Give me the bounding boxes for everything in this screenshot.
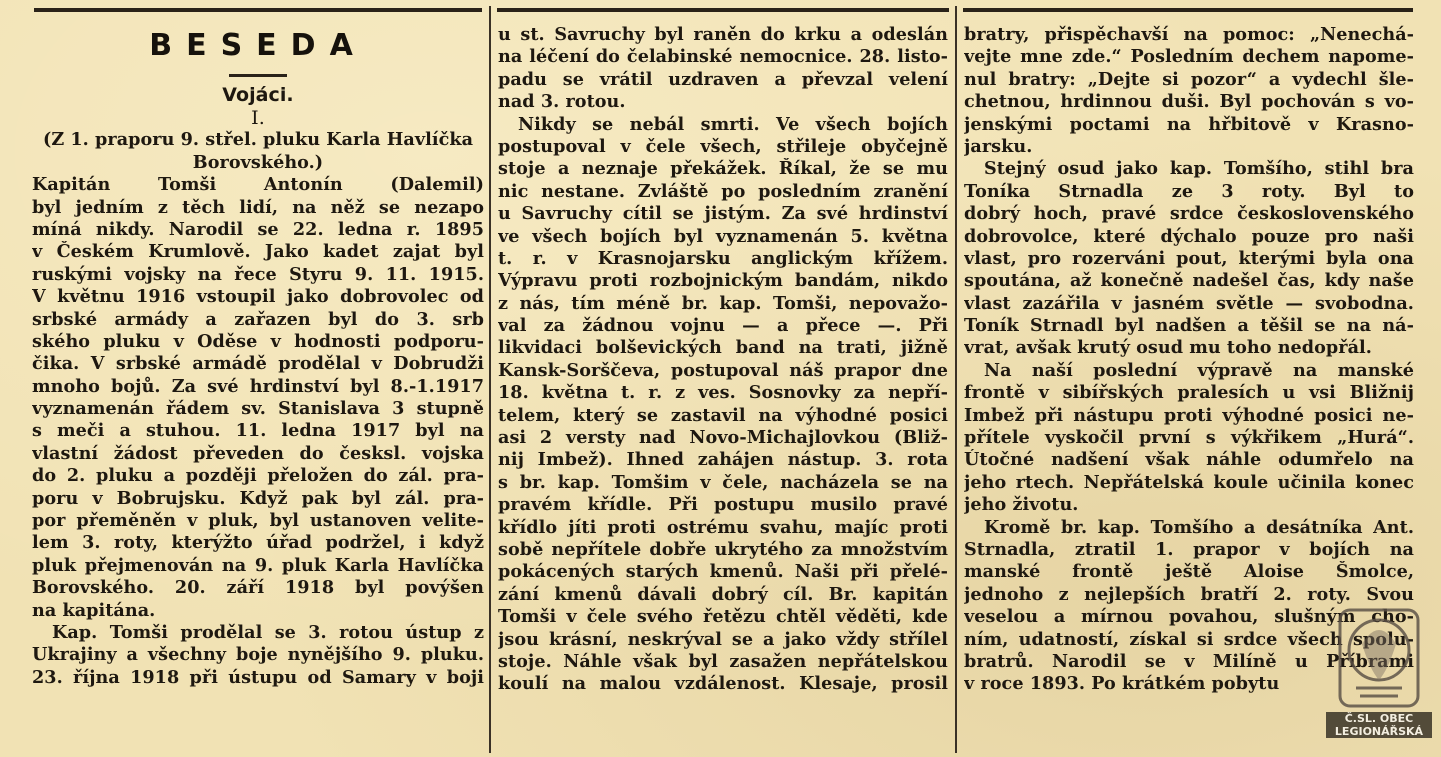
text-line: V květnu 1916 vstoupil jako dobrovolec od bbox=[32, 286, 484, 308]
text-line: stoje. Náhle však byl zasažen nepřátelskou bbox=[498, 650, 948, 672]
text-line: Tomši v čele svého řetězu chtěl věděti, kde bbox=[498, 606, 948, 628]
text-line: křídlo jíti proti ostrému svahu, majíc proti bbox=[498, 516, 948, 538]
text-line: Kromě br. kap. Tomšího a desátníka Ant. bbox=[984, 516, 1414, 538]
text-line: v roce 1893. Po krátkém pobytu bbox=[964, 673, 1280, 695]
text-line: míná nikdy. Narodil se 22. ledna r. 1895 bbox=[32, 218, 484, 240]
text-line: frontě v sibířských pralesích u vsi Bližnij bbox=[964, 382, 1414, 404]
text-line: ve všech bojích byl vyznamenán 5. května bbox=[498, 225, 948, 247]
column-2 bbox=[498, 24, 948, 696]
text-line: vejte mne zde.“ Posledním dechem napome- bbox=[964, 46, 1414, 68]
text-line: poru v Bobrujsku. Když pak byl zál. pra- bbox=[32, 487, 484, 509]
text-line: nad 3. rotou. bbox=[498, 91, 626, 113]
text-line: Útočné nadšení však náhle odumřelo na bbox=[964, 449, 1414, 471]
top-rule bbox=[963, 8, 1413, 12]
text-line: ním, udatností, získal si srdce všech spolu- bbox=[964, 628, 1414, 650]
text-line: nul bratry: „Dejte si pozor“ a vydechl šle- bbox=[964, 68, 1414, 90]
text-line: s meči a stuhou. 11. ledna 1917 byl na bbox=[32, 420, 484, 442]
text-line: likvidaci bolševických band na trati, jižně bbox=[498, 337, 948, 359]
text-line: pluk přejmenován na 9. pluk Karla Havlíčka bbox=[32, 554, 484, 576]
text-line: stoje a neznaje překážek. Říkal, že se mu bbox=[498, 158, 948, 180]
text-line: Kansk-Sorščeva, postupoval náš prapor dne bbox=[498, 359, 948, 381]
text-line: sobě nepřítele dobře ukrytého za množstvím bbox=[498, 538, 948, 560]
text-line: pokácených starých kmenů. Naši při přelé- bbox=[498, 561, 948, 583]
text-line: Toník Strnadl byl nadšen a těšil se na ná- bbox=[964, 315, 1414, 337]
text-line: z nás, tím méně br. kap. Tomši, nepovažo- bbox=[498, 292, 948, 314]
text-line: do 2. pluku a později přeložen do zál. pra- bbox=[32, 465, 484, 487]
title-rule bbox=[229, 74, 287, 77]
text-line: Kap. Tomši prodělal se 3. rotou ústup z bbox=[52, 621, 484, 643]
text-line: byl jedním z těch lidí, na něž se nezapo bbox=[32, 196, 484, 218]
text-line: srbské armády a zařazen byl do 3. srb bbox=[32, 308, 484, 330]
text-line: nij Imbež). Ihned zahájen nástup. 3. rota bbox=[498, 449, 948, 471]
text-line: na léčení do čelabinské nemocnice. 28. listo- bbox=[498, 46, 948, 68]
text-line: jeho životu. bbox=[964, 494, 1079, 516]
text-line: lem 3. roty, kterýžto úřad podržel, i když bbox=[32, 532, 484, 554]
text-line: jsou krásní, neskrýval se a jako vždy střílel bbox=[498, 628, 948, 650]
text-line: vrat, avšak krutý osud mu toho nedopřál. bbox=[964, 337, 1372, 359]
text-line: přítele vyskočil první s výkřikem „Hurá“. bbox=[964, 427, 1414, 449]
column-1-body bbox=[32, 129, 484, 689]
text-line: jeho rtech. Nepřátelská koule učinila konec bbox=[964, 471, 1414, 493]
text-line: 18. května t. r. z ves. Sosnovky za nepří- bbox=[498, 382, 948, 404]
text-line: na kapitána. bbox=[32, 599, 156, 621]
text-line: vlast, pro rozerváni pout, kterými byla ona bbox=[964, 247, 1414, 269]
text-line: jednoho z nejlepších bratří 2. roty. Svou bbox=[964, 583, 1414, 605]
text-line: telem, který se zastavil na výhodné posici bbox=[498, 404, 948, 426]
text-line: čika. V srbské armádě prodělal v Dobrudži bbox=[32, 353, 484, 375]
text-line: manské frontě ještě Aloise Šmolce, bbox=[964, 561, 1414, 583]
text-line: Toníka Strnadla ze 3 roty. Byl to bbox=[964, 180, 1414, 202]
text-line: zání kmenů dávali dobrý cíl. Br. kapitán bbox=[498, 583, 948, 605]
stamp-label bbox=[1326, 712, 1432, 738]
text-line: chetnou, hrdinnou duši. Byl pochován s vo- bbox=[964, 91, 1414, 113]
text-line: s br. kap. Tomšim v čele, nacházela se na bbox=[498, 471, 948, 493]
text-line: Kapitán Tomši Antonín (Dalemil) bbox=[32, 174, 484, 196]
text-line: Stejný osud jako kap. Tomšího, stihl bra bbox=[984, 158, 1414, 180]
column-2-body bbox=[498, 24, 948, 696]
text-line: veselou a mírnou povahou, slušným cho- bbox=[964, 606, 1414, 628]
text-line: val za žádnou vojnu — a přece —. Při bbox=[498, 315, 948, 337]
text-line: bratry, přispěchavší na pomoc: „Nenechá- bbox=[964, 24, 1414, 45]
text-line: Imbež při nástupu proti výhodné posici ne- bbox=[964, 404, 1414, 426]
text-line: Výpravu proti rozbojnickým bandám, nikdo bbox=[498, 270, 948, 292]
text-line: dobrovolce, které dýchalo pouze pro naši bbox=[964, 225, 1414, 247]
text-line: ruskými vojsky na řece Styru 9. 11. 1915. bbox=[32, 263, 484, 285]
stamp-line-1: Č.SL. OBEC bbox=[1344, 712, 1414, 725]
stamp-line-2: LEGIONÁŘSKÁ bbox=[1334, 725, 1424, 738]
text-line: vlastní žádost převeden do česksl. vojska bbox=[32, 442, 484, 464]
column-separator bbox=[955, 6, 957, 753]
top-rule bbox=[497, 8, 949, 12]
text-line: spoutána, až konečně nadešel čas, kdy naše bbox=[964, 270, 1414, 292]
text-line: Ukrajiny a všechny boje nynějšího 9. pluku. bbox=[32, 644, 484, 666]
top-rule bbox=[34, 8, 482, 12]
text-line: Borovského.) bbox=[192, 151, 324, 173]
text-line: jenskými poctami na hřbitově v Krasno- bbox=[964, 113, 1414, 135]
column-separator bbox=[489, 6, 491, 753]
text-line: bratrů. Narodil se v Milíně u Příbrami bbox=[964, 650, 1414, 672]
text-line: pravém křídle. Při postupu musilo pravé bbox=[498, 494, 948, 516]
text-line: v Českém Krumlově. Jako kadet zajat byl bbox=[32, 241, 484, 263]
text-line: 23. října 1918 při ústupu od Samary v boji bbox=[32, 666, 484, 688]
text-line: postupoval v čele všech, střileje obyčejně bbox=[498, 135, 948, 157]
text-line: dobrý hoch, pravé srdce československého bbox=[964, 203, 1414, 225]
masthead: BESEDA bbox=[149, 28, 367, 63]
text-line: koulí na malou vzdálenost. Klesaje, prosil bbox=[498, 673, 948, 695]
text-line: Borovského. 20. září 1918 byl povýšen bbox=[32, 577, 484, 599]
text-line: Na naší poslední výpravě na manské bbox=[984, 359, 1414, 381]
column-1 bbox=[32, 18, 484, 689]
text-line: ského pluku v Oděse v hodnosti podporu- bbox=[32, 330, 484, 352]
text-line: vlast zazářila v jasném světle — svobodna. bbox=[964, 292, 1414, 314]
text-line: padu se vrátil uzdraven a převzal velení bbox=[498, 68, 948, 90]
text-line: u st. Savruchy byl raněn do krku a odeslán bbox=[498, 24, 948, 45]
text-line: nic nestane. Zvláště po posledním zranění bbox=[498, 180, 948, 202]
text-line: vyznamenán řádem sv. Stanislava 3 stupně bbox=[32, 398, 484, 420]
text-line: t. r. v Krasnojarsku anglickým křížem. bbox=[498, 247, 948, 269]
part-number: I. bbox=[251, 107, 265, 129]
text-line: por přeměněn v pluk, byl ustanoven velite- bbox=[32, 510, 484, 532]
text-line: Nikdy se nebál smrti. Ve všech bojích bbox=[518, 113, 948, 135]
text-line: (Z 1. praporu 9. střel. pluku Karla Havlíčka bbox=[42, 129, 474, 151]
article-title: Vojáci. bbox=[222, 84, 294, 106]
text-line: u Savruchy cítil se jistým. Za své hrdinství bbox=[498, 203, 948, 225]
text-line: Strnadla, ztratil 1. prapor v bojích na bbox=[964, 538, 1414, 560]
text-line: jarsku. bbox=[964, 135, 1033, 157]
text-line: mnoho bojů. Za své hrdinství byl 8.-1.1917 bbox=[32, 375, 484, 397]
text-line: asi 2 versty nad Novo-Michajlovkou (Bliž- bbox=[498, 427, 948, 449]
